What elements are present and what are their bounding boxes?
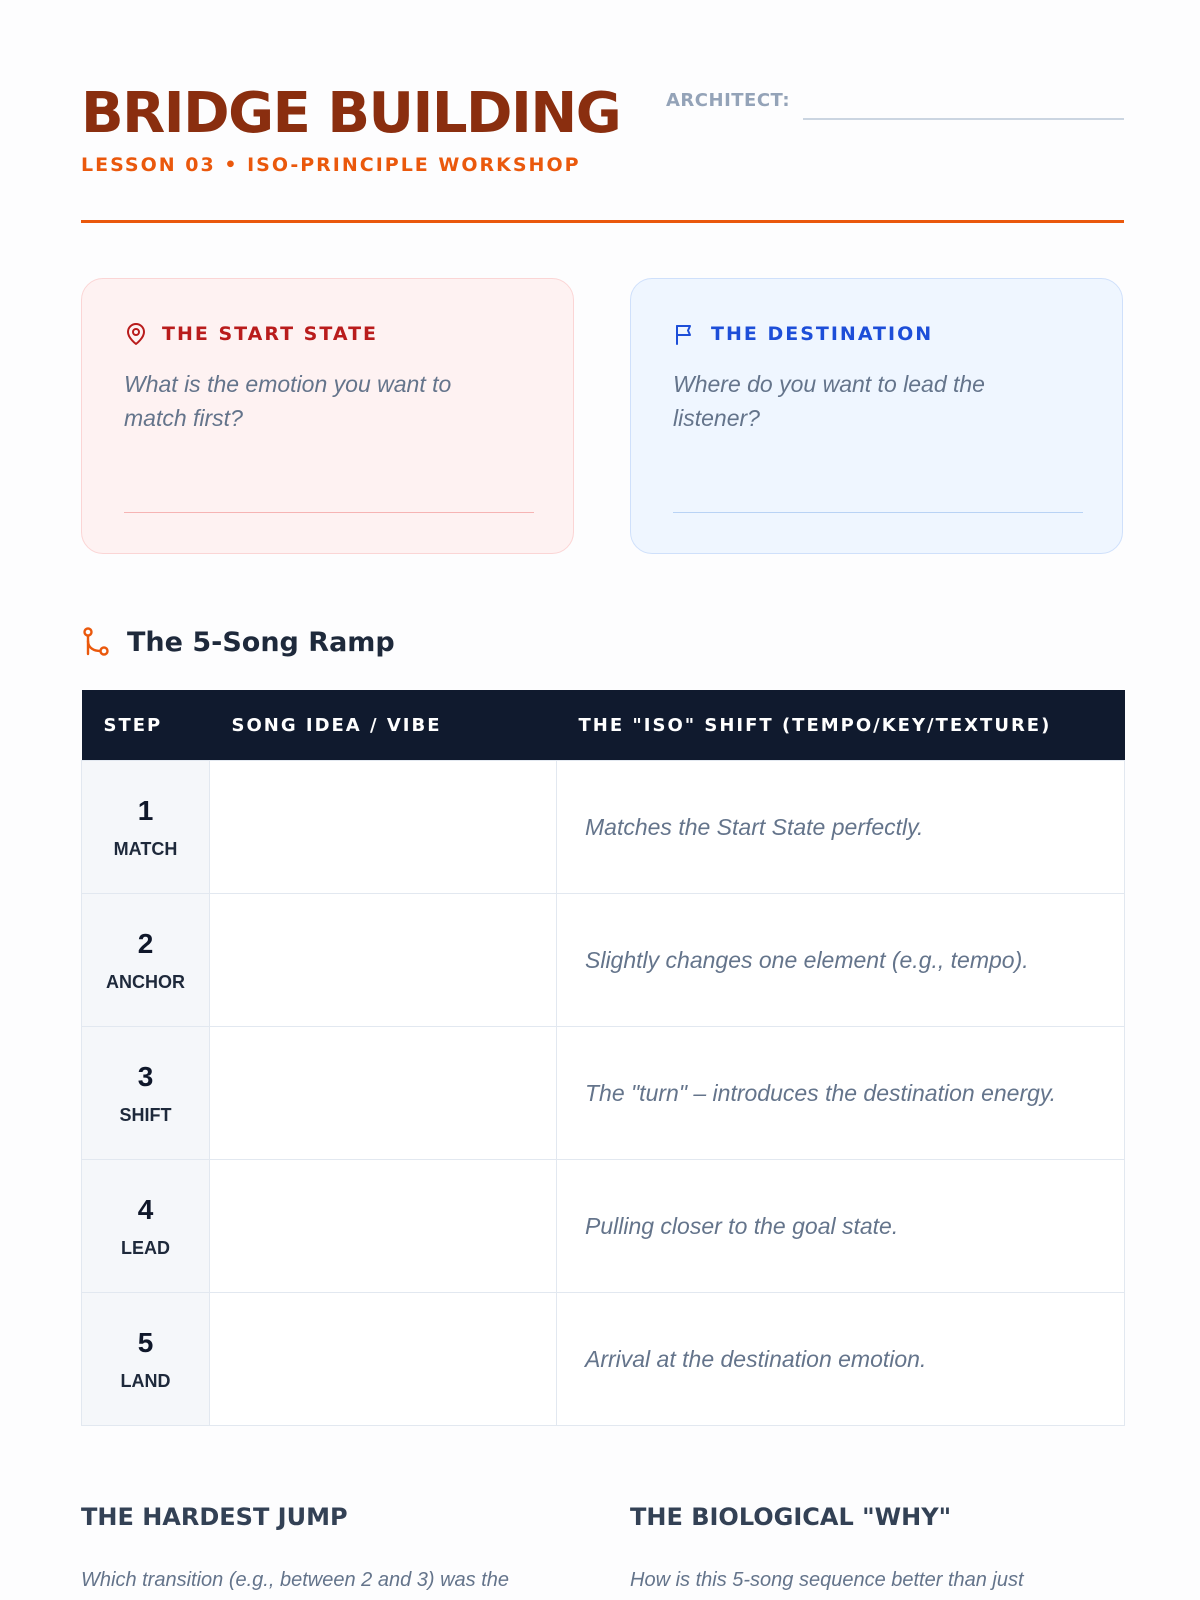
ramp-section-heading [81, 624, 395, 660]
flag-icon [673, 322, 697, 346]
ramp-table-header [82, 690, 1125, 761]
step-number: 3 [137, 1060, 154, 1092]
column-header-song-idea: SONG IDEA / VIBE [210, 690, 557, 761]
step-label: MATCH [113, 838, 178, 859]
step-number: 1 [137, 794, 154, 826]
iso-shift-description: The "turn" – introduces the destination energy. [557, 1027, 1125, 1160]
step-cell [82, 1160, 210, 1293]
table-row [82, 894, 1125, 1027]
table-row [82, 1160, 1125, 1293]
song-idea-input-cell[interactable] [210, 894, 557, 1027]
iso-shift-description: Pulling closer to the goal state. [557, 1160, 1125, 1293]
start-state-title: THE START STATE [162, 323, 379, 345]
route-icon [81, 626, 111, 658]
start-state-card [81, 278, 574, 554]
architect-label: ARCHITECT: [666, 90, 791, 111]
column-header-step: STEP [82, 690, 210, 761]
ramp-title: The 5-Song Ramp [127, 626, 395, 658]
destination-title: THE DESTINATION [711, 323, 934, 345]
destination-answer-line[interactable] [673, 512, 1083, 513]
step-cell [82, 761, 210, 894]
table-row [82, 1027, 1125, 1160]
column-header-iso-shift: THE "ISO" SHIFT (TEMPO/KEY/TEXTURE) [557, 690, 1125, 761]
step-label: LEAD [121, 1237, 170, 1258]
start-state-prompt: What is the emotion you want to match first? [124, 371, 452, 431]
song-idea-input-cell[interactable] [210, 1027, 557, 1160]
destination-header [673, 319, 933, 349]
iso-shift-description: Slightly changes one element (e.g., tempo). [557, 894, 1125, 1027]
step-label: LAND [120, 1370, 171, 1391]
iso-shift-description: Matches the Start State perfectly. [557, 761, 1125, 894]
step-cell [82, 894, 210, 1027]
header [81, 82, 1124, 222]
ramp-table [81, 690, 1125, 1426]
lesson-subtitle: LESSON 03 • ISO-PRINCIPLE WORKSHOP [81, 154, 581, 176]
start-state-header [124, 319, 378, 349]
step-cell [82, 1027, 210, 1160]
step-cell [82, 1293, 210, 1426]
destination-card [630, 278, 1123, 554]
song-idea-input-cell[interactable] [210, 1293, 557, 1426]
table-row [82, 761, 1125, 894]
architect-input-line[interactable] [803, 118, 1124, 120]
step-number: 5 [137, 1326, 154, 1358]
hardest-jump-title: THE HARDEST JUMP [81, 1503, 348, 1531]
step-number: 2 [137, 927, 154, 959]
step-number: 4 [137, 1193, 154, 1225]
step-label: SHIFT [119, 1104, 172, 1125]
biological-why-prompt: How is this 5-song sequence better than just [630, 1569, 1024, 1591]
step-label: ANCHOR [106, 971, 185, 992]
table-row [82, 1293, 1125, 1426]
header-divider [81, 220, 1124, 223]
biological-why-title: THE BIOLOGICAL "WHY" [630, 1503, 952, 1531]
song-idea-input-cell[interactable] [210, 1160, 557, 1293]
hardest-jump-prompt: Which transition (e.g., between 2 and 3) was the [81, 1569, 510, 1591]
iso-shift-description: Arrival at the destination emotion. [557, 1293, 1125, 1426]
map-pin-icon [124, 322, 148, 346]
destination-prompt: Where do you want to lead the listener? [673, 371, 985, 431]
page-title: BRIDGE BUILDING [81, 81, 621, 146]
start-state-answer-line[interactable] [124, 512, 534, 513]
song-idea-input-cell[interactable] [210, 761, 557, 894]
